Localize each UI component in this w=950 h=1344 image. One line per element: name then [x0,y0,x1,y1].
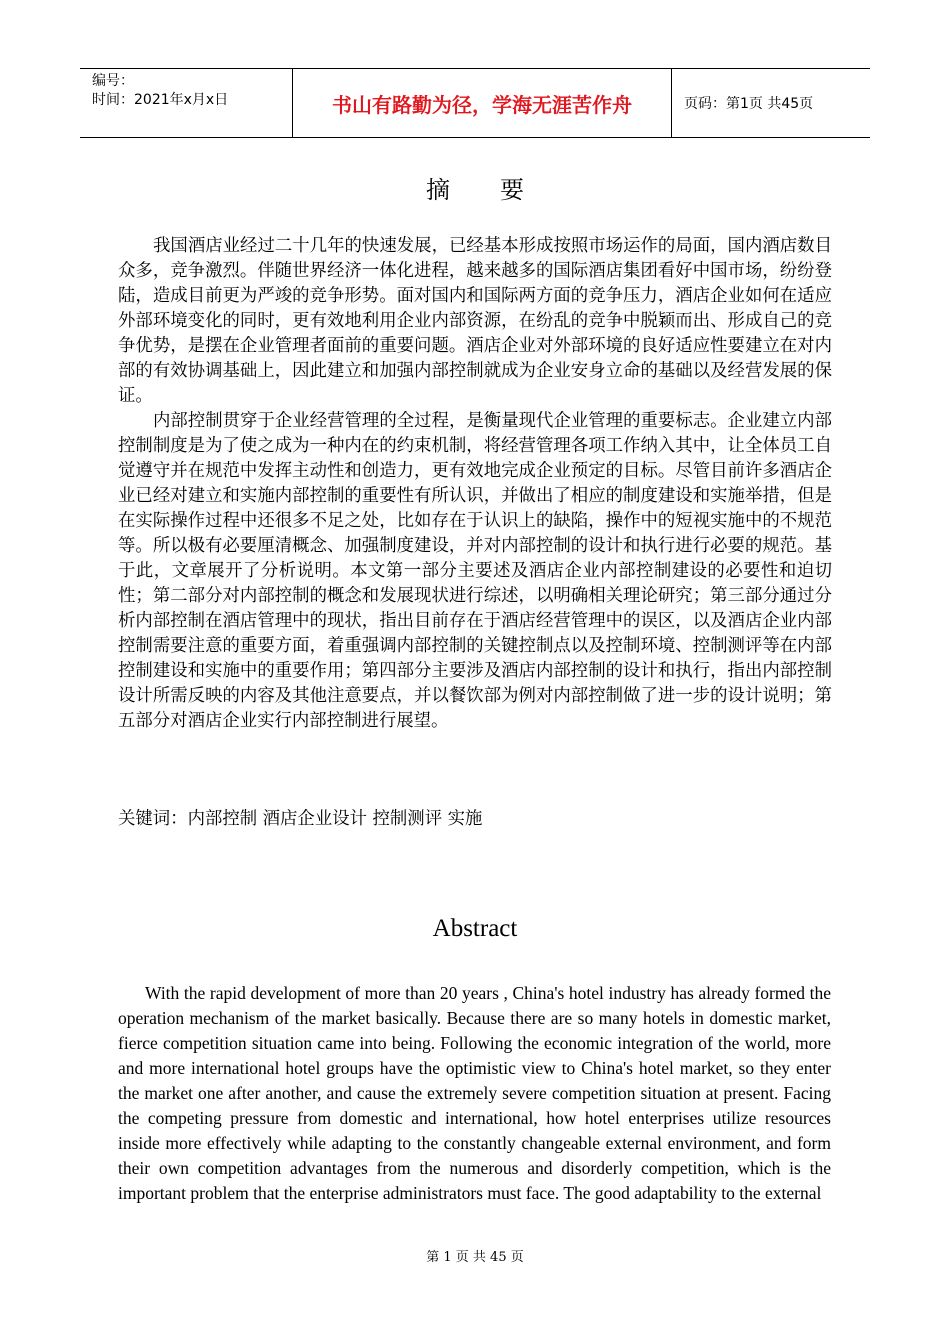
abstract-en-paragraph: With the rapid development of more than 20 years , China's hotel industry has already formed the operation mechanism of the market basically. Because there are so many hotels in domestic market, fierce competition situation came into being. Following the economic integration of the world, more and more international hotel groups have the optimistic view to China's hotel market, so they enter the market one after another, and cause the extremely severe competition situation at present. Facing the competing pressure from domestic and international, how hotel enterprises utilize resources inside more effectively while adapting to the constantly changeable external environment, and form their own competition advantages from the numerous and disorderly competition, which is the important problem that the enterprise administrators must face. The good adaptability to the external [118,983,831,1203]
abstract-en-body [118,981,831,1206]
page-footer: 第 1 页 共 45 页 [426,1250,524,1265]
page-header [80,68,870,138]
abstract-cn-body [118,234,832,734]
header-page-info: 页码：第1页 共45页 [684,96,814,112]
document-date: 时间：2021年x月x日 [92,92,229,108]
abstract-cn-paragraph: 内部控制贯穿于企业经营管理的全过程，是衡量现代企业管理的重要标志。企业建立内部控制制度是为了使之成为一种内在的约束机制，将经营管理各项工作纳入其中，让全体员工自觉遵守并在规范中发挥主动性和创造力，更有效地完成企业预定的目标。尽管目前许多酒店企业已经对建立和实施内部控制的重要性有所认识，并做出了相应的制度建设和实施举措，但是在实际操作过程中还很多不足之处，比如存在于认识上的缺陷，操作中的短视实施中的不规范等。所以极有必要厘清概念、加强制度建设，并对内部控制的设计和执行进行必要的规范。基于此，文章展开了分析说明。本文第一部分主要述及酒店企业内部控制建设的必要性和迫切性；第二部分对内部控制的概念和发展现状进行综述，以明确相关理论研究；第三部分通过分析内部控制在酒店管理中的现状，指出目前存在于酒店经营管理中的误区，以及酒店企业内部控制需要注意的重要方面，着重强调内部控制的关键控制点以及控制环境、控制测评等在内部控制建设和实施中的重要作用；第四部分主要涉及酒店内部控制的设计和执行，指出内部控制设计所需反映的内容及其他注意要点，并以餐饮部为例对内部控制做了进一步的设计说明；第五部分对酒店企业实行内部控制进行展望。 [118,411,832,731]
header-motto: 书山有路勤为径，学海无涯苦作舟 [293,69,672,137]
abstract-cn-paragraph: 我国酒店业经过二十几年的快速发展，已经基本形成按照市场运作的局面，国内酒店数目众多，竞争激烈。伴随世界经济一体化进程，越来越多的国际酒店集团看好中国市场，纷纷登陆，造成目前更为严竣的竞争形势。面对国内和国际两方面的竞争压力，酒店企业如何在适应外部环境变化的同时，更有效地利用企业内部资源，在纷乱的竞争中脱颖而出、形成自己的竞争优势，是摆在企业管理者面前的重要问题。酒店企业对外部环境的良好适应性要建立在对内部的有效协调基础上，因此建立和加强内部控制就成为企业安身立命的基础以及经营发展的保证。 [118,236,832,406]
keywords: 关键词：内部控制 酒店企业设计 控制测评 实施 [118,809,483,829]
document-number: 编号： [92,73,134,89]
header-meta [80,69,293,137]
abstract-en-title: Abstract [432,915,518,942]
abstract-cn-title: 摘要 [426,176,574,204]
